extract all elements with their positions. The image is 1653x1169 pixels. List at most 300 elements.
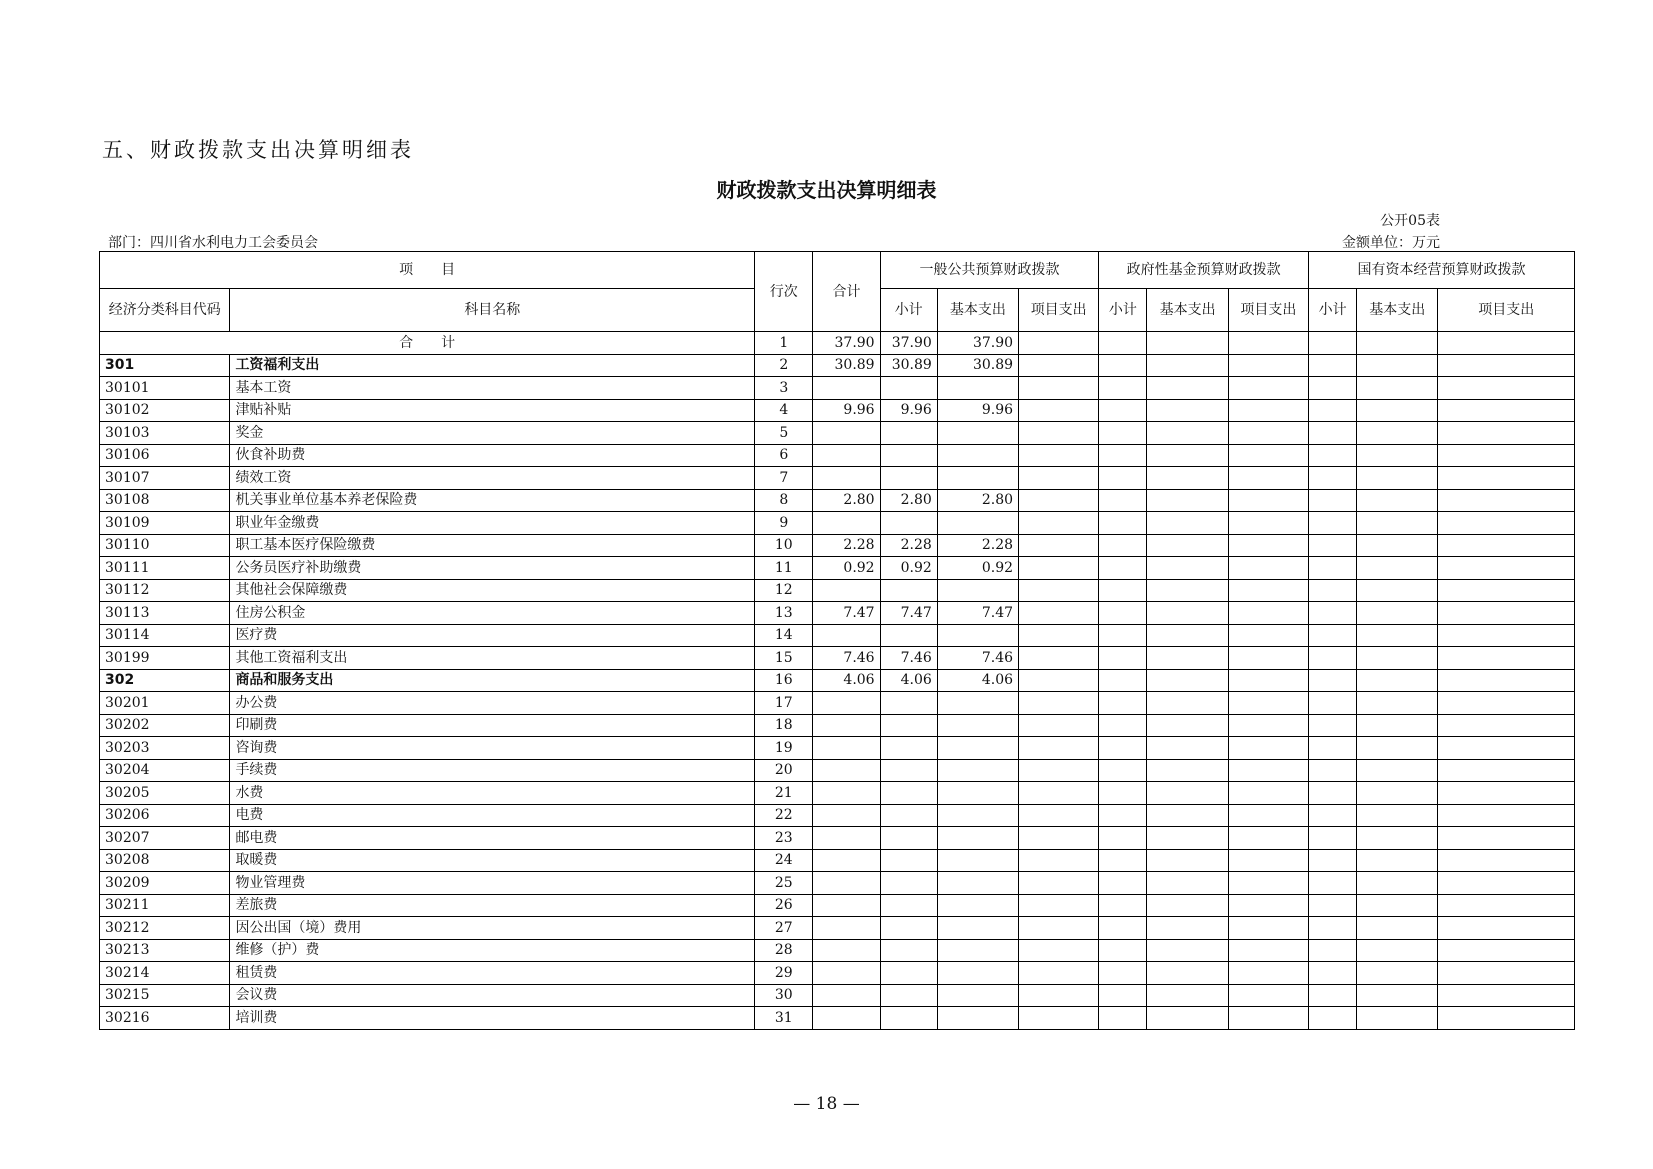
account-name: 医疗费	[230, 624, 755, 647]
sc-basic-amount	[1357, 962, 1438, 985]
gp-project-amount	[1019, 377, 1099, 400]
account-code: 30101	[100, 377, 230, 400]
sc-subtotal-amount	[1309, 332, 1357, 355]
gf-subtotal-amount	[1099, 804, 1147, 827]
account-name: 其他社会保障缴费	[230, 579, 755, 602]
account-name: 伙食补助费	[230, 444, 755, 467]
gp-project-amount	[1019, 647, 1099, 670]
gp-subtotal-amount	[880, 939, 937, 962]
row-number: 8	[755, 489, 813, 512]
account-name: 手续费	[230, 759, 755, 782]
account-code: 30199	[100, 647, 230, 670]
sc-project-amount	[1438, 782, 1575, 805]
sc-basic-amount	[1357, 692, 1438, 715]
gf-subtotal-amount	[1099, 669, 1147, 692]
gf-basic-amount	[1147, 737, 1228, 760]
header-sc-basic: 基本支出	[1357, 289, 1438, 332]
gf-project-amount	[1228, 917, 1308, 940]
gf-basic-amount	[1147, 332, 1228, 355]
sc-basic-amount	[1357, 534, 1438, 557]
gf-project-amount	[1228, 759, 1308, 782]
gf-project-amount	[1228, 737, 1308, 760]
gp-project-amount	[1019, 512, 1099, 535]
sc-basic-amount	[1357, 602, 1438, 625]
gp-basic-amount: 2.80	[937, 489, 1018, 512]
sc-basic-amount	[1357, 579, 1438, 602]
sc-basic-amount	[1357, 377, 1438, 400]
gp-basic-amount	[937, 444, 1018, 467]
account-name: 工资福利支出	[230, 354, 755, 377]
account-name: 物业管理费	[230, 872, 755, 895]
gf-project-amount	[1228, 467, 1308, 490]
gp-basic-amount	[937, 849, 1018, 872]
table-row	[100, 759, 1575, 782]
gp-subtotal-amount	[880, 917, 937, 940]
account-code: 30202	[100, 714, 230, 737]
gp-project-amount	[1019, 917, 1099, 940]
total-amount	[813, 984, 880, 1007]
table-row	[100, 849, 1575, 872]
gp-subtotal-amount: 4.06	[880, 669, 937, 692]
account-code: 30108	[100, 489, 230, 512]
account-code: 30103	[100, 422, 230, 445]
sc-project-amount	[1438, 939, 1575, 962]
sc-subtotal-amount	[1309, 579, 1357, 602]
row-number: 2	[755, 354, 813, 377]
gp-subtotal-amount	[880, 759, 937, 782]
sc-subtotal-amount	[1309, 984, 1357, 1007]
gp-subtotal-amount	[880, 377, 937, 400]
total-amount: 37.90	[813, 332, 880, 355]
gp-basic-amount	[937, 714, 1018, 737]
gp-subtotal-amount: 37.90	[880, 332, 937, 355]
sc-subtotal-amount	[1309, 849, 1357, 872]
gf-basic-amount	[1147, 692, 1228, 715]
row-number: 20	[755, 759, 813, 782]
gf-basic-amount	[1147, 917, 1228, 940]
account-name: 维修（护）费	[230, 939, 755, 962]
gf-subtotal-amount	[1099, 422, 1147, 445]
account-code: 30111	[100, 557, 230, 580]
table-row	[100, 894, 1575, 917]
gf-subtotal-amount	[1099, 354, 1147, 377]
sc-subtotal-amount	[1309, 917, 1357, 940]
row-number: 16	[755, 669, 813, 692]
gf-project-amount	[1228, 444, 1308, 467]
table-row	[100, 579, 1575, 602]
sc-subtotal-amount	[1309, 827, 1357, 850]
row-number: 22	[755, 804, 813, 827]
gp-project-amount	[1019, 444, 1099, 467]
gf-subtotal-amount	[1099, 602, 1147, 625]
gp-basic-amount	[937, 624, 1018, 647]
gp-basic-amount	[937, 939, 1018, 962]
sc-project-amount	[1438, 1007, 1575, 1030]
account-name: 津贴补贴	[230, 399, 755, 422]
sc-project-amount	[1438, 737, 1575, 760]
sc-project-amount	[1438, 534, 1575, 557]
gf-subtotal-amount	[1099, 849, 1147, 872]
header-name: 科目名称	[230, 289, 755, 332]
account-code: 30214	[100, 962, 230, 985]
account-code: 302	[100, 669, 230, 692]
gf-project-amount	[1228, 894, 1308, 917]
gf-subtotal-amount	[1099, 782, 1147, 805]
gf-subtotal-amount	[1099, 467, 1147, 490]
row-number: 1	[755, 332, 813, 355]
total-amount: 7.46	[813, 647, 880, 670]
gp-basic-amount	[937, 512, 1018, 535]
total-amount	[813, 692, 880, 715]
gf-project-amount	[1228, 714, 1308, 737]
sc-basic-amount	[1357, 399, 1438, 422]
gf-basic-amount	[1147, 872, 1228, 895]
gf-project-amount	[1228, 962, 1308, 985]
account-name: 办公费	[230, 692, 755, 715]
gp-basic-amount: 0.92	[937, 557, 1018, 580]
sc-subtotal-amount	[1309, 1007, 1357, 1030]
gp-project-amount	[1019, 714, 1099, 737]
gp-project-amount	[1019, 759, 1099, 782]
row-number: 24	[755, 849, 813, 872]
table-row	[100, 399, 1575, 422]
account-name: 印刷费	[230, 714, 755, 737]
gf-basic-amount	[1147, 467, 1228, 490]
header-state-capital: 国有资本经营预算财政拨款	[1309, 252, 1575, 289]
total-amount: 2.28	[813, 534, 880, 557]
gf-subtotal-amount	[1099, 332, 1147, 355]
row-number: 13	[755, 602, 813, 625]
sc-project-amount	[1438, 894, 1575, 917]
gp-project-amount	[1019, 827, 1099, 850]
account-name: 机关事业单位基本养老保险费	[230, 489, 755, 512]
gp-subtotal-amount	[880, 1007, 937, 1030]
total-amount	[813, 872, 880, 895]
sc-subtotal-amount	[1309, 962, 1357, 985]
account-name: 因公出国（境）费用	[230, 917, 755, 940]
sc-basic-amount	[1357, 984, 1438, 1007]
table-row	[100, 872, 1575, 895]
account-code: 30102	[100, 399, 230, 422]
account-name: 职业年金缴费	[230, 512, 755, 535]
gp-project-amount	[1019, 737, 1099, 760]
row-number: 28	[755, 939, 813, 962]
amount-unit-label: 金额单位：万元	[1342, 235, 1440, 251]
gp-subtotal-amount	[880, 467, 937, 490]
header-gp-basic: 基本支出	[937, 289, 1018, 332]
gp-project-amount	[1019, 1007, 1099, 1030]
gf-subtotal-amount	[1099, 984, 1147, 1007]
row-number: 27	[755, 917, 813, 940]
gf-subtotal-amount	[1099, 647, 1147, 670]
gf-subtotal-amount	[1099, 692, 1147, 715]
gp-subtotal-amount	[880, 692, 937, 715]
gf-basic-amount	[1147, 557, 1228, 580]
account-code: 30204	[100, 759, 230, 782]
row-number: 31	[755, 1007, 813, 1030]
sc-basic-amount	[1357, 872, 1438, 895]
total-amount	[813, 962, 880, 985]
gf-basic-amount	[1147, 894, 1228, 917]
account-code: 30107	[100, 467, 230, 490]
row-number: 23	[755, 827, 813, 850]
account-code: 30212	[100, 917, 230, 940]
account-code: 30209	[100, 872, 230, 895]
gf-basic-amount	[1147, 827, 1228, 850]
gf-basic-amount	[1147, 962, 1228, 985]
sc-subtotal-amount	[1309, 422, 1357, 445]
gf-project-amount	[1228, 422, 1308, 445]
gf-project-amount	[1228, 534, 1308, 557]
sc-basic-amount	[1357, 647, 1438, 670]
sc-basic-amount	[1357, 917, 1438, 940]
gp-subtotal-amount	[880, 827, 937, 850]
sc-basic-amount	[1357, 849, 1438, 872]
sc-basic-amount	[1357, 512, 1438, 535]
table-row	[100, 534, 1575, 557]
gf-subtotal-amount	[1099, 872, 1147, 895]
total-amount	[813, 1007, 880, 1030]
gp-project-amount	[1019, 399, 1099, 422]
sc-basic-amount	[1357, 422, 1438, 445]
table-row	[100, 692, 1575, 715]
account-code: 30215	[100, 984, 230, 1007]
sc-basic-amount	[1357, 624, 1438, 647]
gp-basic-amount	[937, 579, 1018, 602]
sc-basic-amount	[1357, 804, 1438, 827]
gf-subtotal-amount	[1099, 939, 1147, 962]
sc-project-amount	[1438, 872, 1575, 895]
table-row	[100, 1007, 1575, 1030]
sc-project-amount	[1438, 647, 1575, 670]
total-amount	[813, 714, 880, 737]
gp-basic-amount: 7.46	[937, 647, 1018, 670]
gf-basic-amount	[1147, 422, 1228, 445]
table-row	[100, 804, 1575, 827]
gf-basic-amount	[1147, 624, 1228, 647]
gf-subtotal-amount	[1099, 399, 1147, 422]
gf-basic-amount	[1147, 377, 1228, 400]
table-row	[100, 647, 1575, 670]
sc-project-amount	[1438, 714, 1575, 737]
sc-subtotal-amount	[1309, 624, 1357, 647]
gp-basic-amount	[937, 692, 1018, 715]
sc-project-amount	[1438, 804, 1575, 827]
gp-basic-amount	[937, 827, 1018, 850]
gf-project-amount	[1228, 804, 1308, 827]
sc-project-amount	[1438, 984, 1575, 1007]
gp-subtotal-amount: 9.96	[880, 399, 937, 422]
sc-subtotal-amount	[1309, 782, 1357, 805]
sc-project-amount	[1438, 579, 1575, 602]
gp-basic-amount	[937, 894, 1018, 917]
row-number: 18	[755, 714, 813, 737]
gf-basic-amount	[1147, 399, 1228, 422]
account-name: 会议费	[230, 984, 755, 1007]
gp-basic-amount: 37.90	[937, 332, 1018, 355]
sc-subtotal-amount	[1309, 489, 1357, 512]
sc-basic-amount	[1357, 1007, 1438, 1030]
gf-subtotal-amount	[1099, 624, 1147, 647]
total-amount: 2.80	[813, 489, 880, 512]
gp-subtotal-amount	[880, 444, 937, 467]
sc-project-amount	[1438, 489, 1575, 512]
gf-subtotal-amount	[1099, 534, 1147, 557]
total-amount: 9.96	[813, 399, 880, 422]
header-gp-project: 项目支出	[1019, 289, 1099, 332]
gf-basic-amount	[1147, 984, 1228, 1007]
account-name: 基本工资	[230, 377, 755, 400]
sc-project-amount	[1438, 624, 1575, 647]
gf-basic-amount	[1147, 489, 1228, 512]
total-amount	[813, 737, 880, 760]
header-item: 项 目	[100, 252, 755, 289]
gp-subtotal-amount	[880, 849, 937, 872]
gp-project-amount	[1019, 872, 1099, 895]
gf-project-amount	[1228, 557, 1308, 580]
sc-project-amount	[1438, 444, 1575, 467]
gf-basic-amount	[1147, 782, 1228, 805]
gp-project-amount	[1019, 489, 1099, 512]
header-code: 经济分类科目代码	[100, 289, 230, 332]
account-name: 电费	[230, 804, 755, 827]
gp-project-amount	[1019, 849, 1099, 872]
total-amount	[813, 377, 880, 400]
gp-project-amount	[1019, 962, 1099, 985]
table-row	[100, 512, 1575, 535]
total-amount	[813, 804, 880, 827]
sc-project-amount	[1438, 512, 1575, 535]
gf-project-amount	[1228, 579, 1308, 602]
gf-subtotal-amount	[1099, 737, 1147, 760]
header-gf-subtotal: 小计	[1099, 289, 1147, 332]
gp-project-amount	[1019, 422, 1099, 445]
table-row	[100, 602, 1575, 625]
gf-subtotal-amount	[1099, 512, 1147, 535]
sc-project-amount	[1438, 669, 1575, 692]
gp-basic-amount	[937, 782, 1018, 805]
total-amount	[813, 759, 880, 782]
sc-basic-amount	[1357, 759, 1438, 782]
sc-subtotal-amount	[1309, 692, 1357, 715]
account-name: 职工基本医疗保险缴费	[230, 534, 755, 557]
sc-basic-amount	[1357, 557, 1438, 580]
gp-project-amount	[1019, 579, 1099, 602]
gf-subtotal-amount	[1099, 827, 1147, 850]
row-number: 5	[755, 422, 813, 445]
account-code: 301	[100, 354, 230, 377]
row-number: 6	[755, 444, 813, 467]
account-name: 取暖费	[230, 849, 755, 872]
gf-basic-amount	[1147, 759, 1228, 782]
gp-subtotal-amount	[880, 782, 937, 805]
gf-project-amount	[1228, 512, 1308, 535]
gp-basic-amount: 7.47	[937, 602, 1018, 625]
sc-project-amount	[1438, 467, 1575, 490]
gf-project-amount	[1228, 602, 1308, 625]
row-number: 9	[755, 512, 813, 535]
account-name: 绩效工资	[230, 467, 755, 490]
sc-subtotal-amount	[1309, 939, 1357, 962]
gf-project-amount	[1228, 872, 1308, 895]
account-code: 30206	[100, 804, 230, 827]
account-code: 30113	[100, 602, 230, 625]
table-row	[100, 422, 1575, 445]
table-row	[100, 917, 1575, 940]
row-number: 10	[755, 534, 813, 557]
gp-subtotal-amount	[880, 962, 937, 985]
gf-subtotal-amount	[1099, 962, 1147, 985]
section-heading: 五、财政拨款支出决算明细表	[102, 138, 414, 162]
department-label: 部门：四川省水利电力工会委员会	[108, 235, 318, 251]
gp-project-amount	[1019, 692, 1099, 715]
gf-subtotal-amount	[1099, 894, 1147, 917]
sc-basic-amount	[1357, 444, 1438, 467]
account-name: 租赁费	[230, 962, 755, 985]
sc-basic-amount	[1357, 782, 1438, 805]
gp-subtotal-amount	[880, 714, 937, 737]
gp-subtotal-amount	[880, 737, 937, 760]
row-number: 26	[755, 894, 813, 917]
account-code: 30110	[100, 534, 230, 557]
gp-subtotal-amount: 2.80	[880, 489, 937, 512]
gf-basic-amount	[1147, 804, 1228, 827]
gp-subtotal-amount: 7.46	[880, 647, 937, 670]
sc-subtotal-amount	[1309, 647, 1357, 670]
row-number: 21	[755, 782, 813, 805]
gp-basic-amount	[937, 804, 1018, 827]
account-code: 30213	[100, 939, 230, 962]
account-name: 商品和服务支出	[230, 669, 755, 692]
sc-subtotal-amount	[1309, 512, 1357, 535]
gf-basic-amount	[1147, 444, 1228, 467]
sc-subtotal-amount	[1309, 669, 1357, 692]
gf-project-amount	[1228, 827, 1308, 850]
sc-basic-amount	[1357, 827, 1438, 850]
gp-subtotal-amount: 30.89	[880, 354, 937, 377]
account-code: 30203	[100, 737, 230, 760]
sc-subtotal-amount	[1309, 377, 1357, 400]
gp-basic-amount	[937, 422, 1018, 445]
gp-project-amount	[1019, 534, 1099, 557]
gf-project-amount	[1228, 939, 1308, 962]
total-amount	[813, 827, 880, 850]
row-number: 29	[755, 962, 813, 985]
form-number: 公开05表	[1380, 213, 1440, 229]
sc-project-amount	[1438, 399, 1575, 422]
account-name: 咨询费	[230, 737, 755, 760]
gf-project-amount	[1228, 332, 1308, 355]
total-amount	[813, 939, 880, 962]
header-total: 合计	[813, 252, 880, 332]
gp-basic-amount	[937, 759, 1018, 782]
account-code: 30201	[100, 692, 230, 715]
table-row	[100, 557, 1575, 580]
gp-project-amount	[1019, 782, 1099, 805]
total-label: 合 计	[100, 332, 755, 355]
sc-project-amount	[1438, 377, 1575, 400]
gp-basic-amount	[937, 737, 1018, 760]
table-row	[100, 354, 1575, 377]
gf-project-amount	[1228, 692, 1308, 715]
expenditure-detail-table	[99, 251, 1575, 1030]
row-number: 7	[755, 467, 813, 490]
account-code: 30216	[100, 1007, 230, 1030]
sc-subtotal-amount	[1309, 602, 1357, 625]
gf-basic-amount	[1147, 354, 1228, 377]
row-number: 17	[755, 692, 813, 715]
gf-subtotal-amount	[1099, 579, 1147, 602]
